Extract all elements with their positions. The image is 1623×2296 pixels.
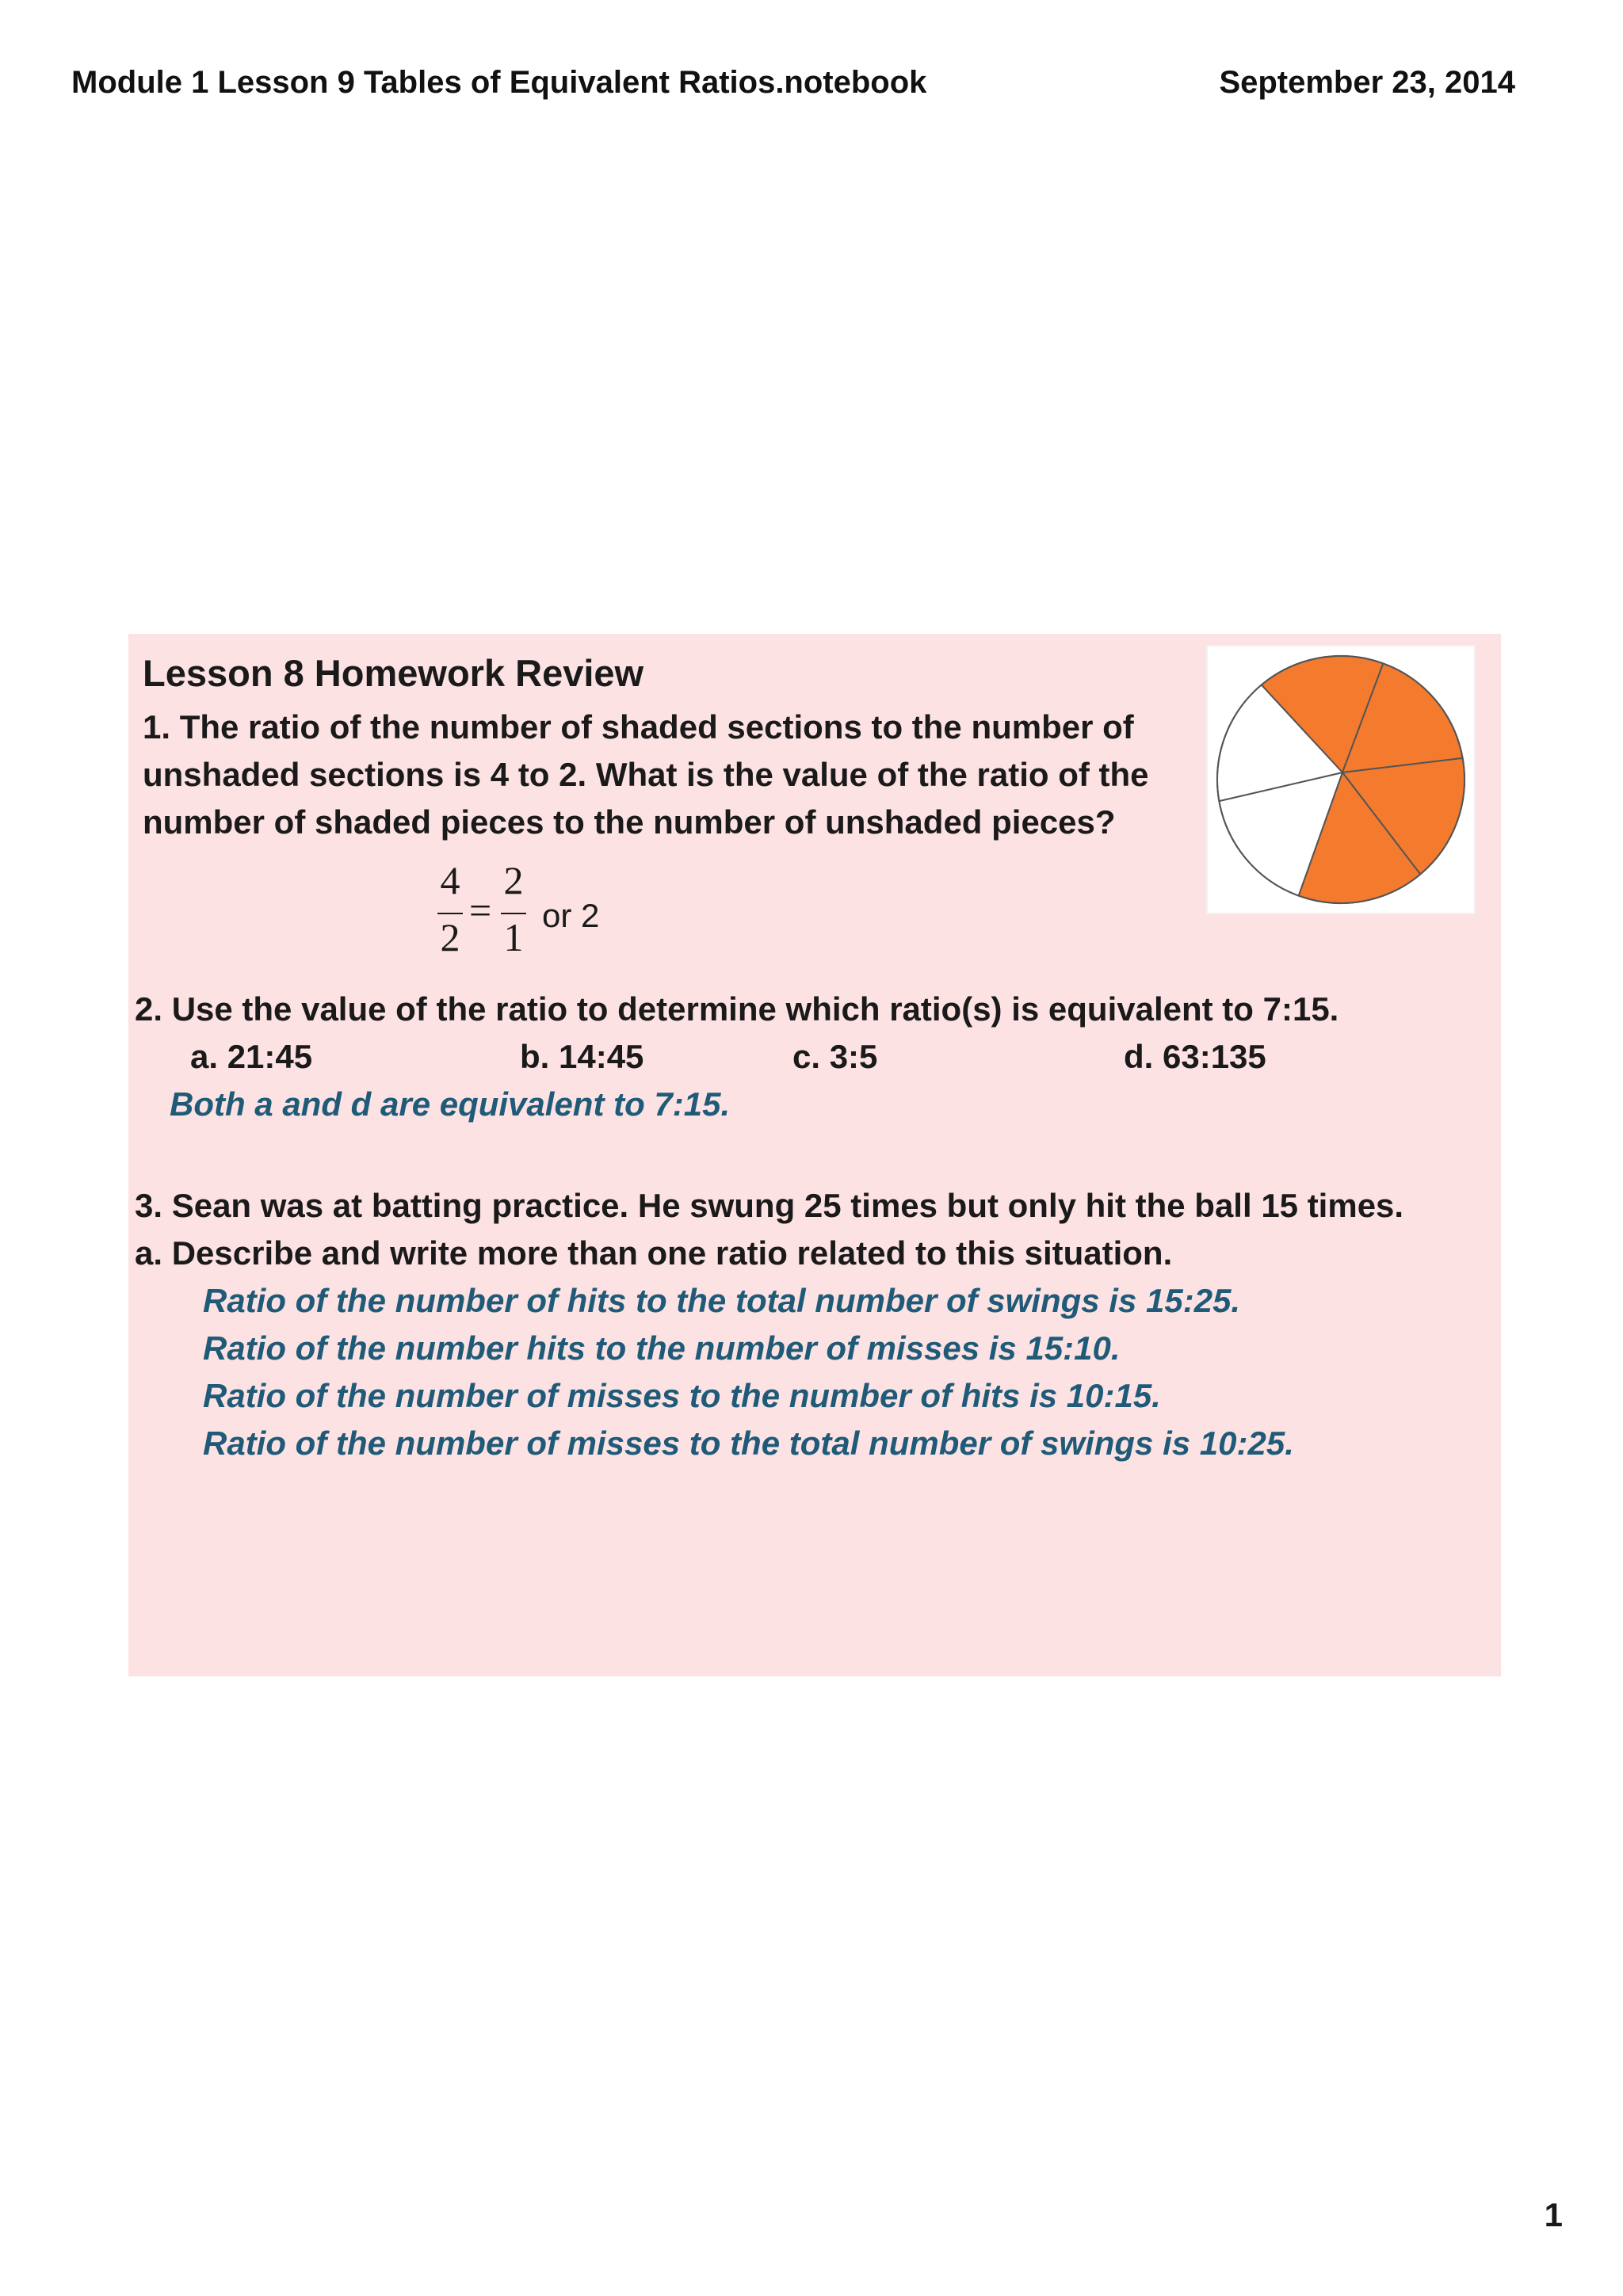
- fraction-numerator: 2: [503, 858, 524, 902]
- homework-review-panel: [128, 634, 1501, 1676]
- question-3-part-a: a. Describe and write more than one ratio related to this situation.: [135, 1234, 1173, 1272]
- question-1-line: number of shaded pieces to the number of unshaded pieces?: [143, 803, 1116, 841]
- question-3: 3. Sean was at batting practice. He swung 25 times but only hit the ball 15 times.: [135, 1187, 1404, 1224]
- panel-title: Lesson 8 Homework Review: [143, 652, 644, 694]
- fraction-suffix: or 2: [542, 897, 600, 934]
- option-c: c. 3:5: [792, 1038, 878, 1075]
- fraction-numerator: 4: [440, 858, 460, 902]
- question-1-line: 1. The ratio of the number of shaded sections to the number of: [143, 708, 1134, 746]
- question-2: 2. Use the value of the ratio to determine which ratio(s) is equivalent to 7:15.: [135, 990, 1339, 1028]
- option-a: a. 21:45: [190, 1038, 313, 1075]
- option-d: d. 63:135: [1124, 1038, 1266, 1075]
- option-b: b. 14:45: [520, 1038, 644, 1075]
- fraction-denominator: 1: [503, 915, 524, 959]
- ratio-answer: Ratio of the number of misses to the number of hits is 10:15.: [203, 1377, 1161, 1414]
- ratio-answer: Ratio of the number of misses to the total number of swings is 10:25.: [203, 1425, 1294, 1462]
- equals-sign: =: [469, 888, 492, 933]
- document-title: Module 1 Lesson 9 Tables of Equivalent Ratios.notebook: [71, 65, 927, 100]
- ratio-answer: Ratio of the number of hits to the total number of swings is 15:25.: [203, 1282, 1241, 1319]
- question-2-answer: Both a and d are equivalent to 7:15.: [170, 1085, 731, 1123]
- ratio-answer: Ratio of the number hits to the number of misses is 15:10.: [203, 1329, 1121, 1367]
- question-1-line: unshaded sections is 4 to 2. What is the value of the ratio of the: [143, 756, 1149, 793]
- document-date: September 23, 2014: [1219, 65, 1515, 100]
- pie-figure: [1206, 645, 1476, 914]
- shaded-circle-diagram: [1208, 646, 1474, 913]
- page-number: 1: [1544, 2196, 1563, 2233]
- fraction-denominator: 2: [440, 915, 460, 959]
